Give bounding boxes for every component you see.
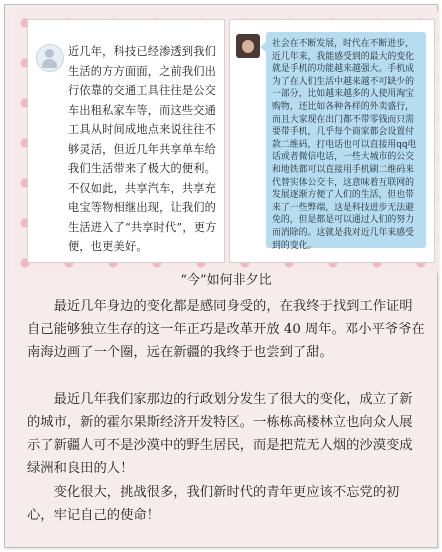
article-title: “今”如何非夕比 <box>180 273 272 288</box>
article-section <box>19 267 433 549</box>
article-paragraph: 最近几年我们家那边的行政划分发生了很大的变化，成立了新的城市，新的霍尔果斯经济开发特区。一栋栋高楼林立也向众人展示了新疆人可不是沙漠中的野生居民，而是把荒无人烟的沙漠变成绿洲和良田的人！ <box>27 392 413 476</box>
chat-bubble <box>266 32 426 251</box>
article-paragraph: 最近几年身边的变化都是感同身受的，在我终于找到工作证明自己能够独立生存的这一年正巧是改革开放 40 周年。邓小平爷爷在南海边画了一个圈，远在新疆的我终于也尝到了甜。 <box>27 299 425 360</box>
chat-message: 社会在不断发展，时代在不断进步，近几年来，我能感受到的最大的变化就是手机的功能越来越强大。手机成为了在人们生活中越来越不可缺少的一部分，比如越来越多的人使用淘宝购物，还比如各种各样的外卖盛行，而且大家现在出门都不带零钱而只需要带手机，几乎每个商家都会设置付款二维码，打电话也可以直接用qq电话或者微信电话，一些大城市的公交和地铁都可以直接用手机刷二维码来代替实体公交卡，这意味着互联网的发展逐渐方便了人们的生活，但也带来了一些弊端，这是科技进步无法避免的，但是都是可以通过人们的努力而消除的。这就是我对近几年来感受到的变化。 <box>272 39 417 251</box>
article-paragraph: 变化很大，挑战很多，我们新时代的青年更应该不忘党的初心，牢记自己的使命！ <box>27 485 400 523</box>
avatar-icon <box>36 44 64 72</box>
left-message-card <box>27 19 225 263</box>
collage-frame <box>4 4 438 548</box>
right-message-card <box>229 19 435 263</box>
avatar <box>236 34 260 58</box>
handwritten-message: 近几年，科技已经渗透到我们生活的方方面面，之前我们出行依靠的交通工具往往是公交车出租私家车等，而这些交通工具从时间成地点来说往往不够灵活，但近几年共享单车给我们生活带来了极大的便利。不仅如此，共享汽车，共享充电宝等物相继出现，让我们的生活进入了“共享时代”，更方便，也更美好。 <box>68 45 217 253</box>
